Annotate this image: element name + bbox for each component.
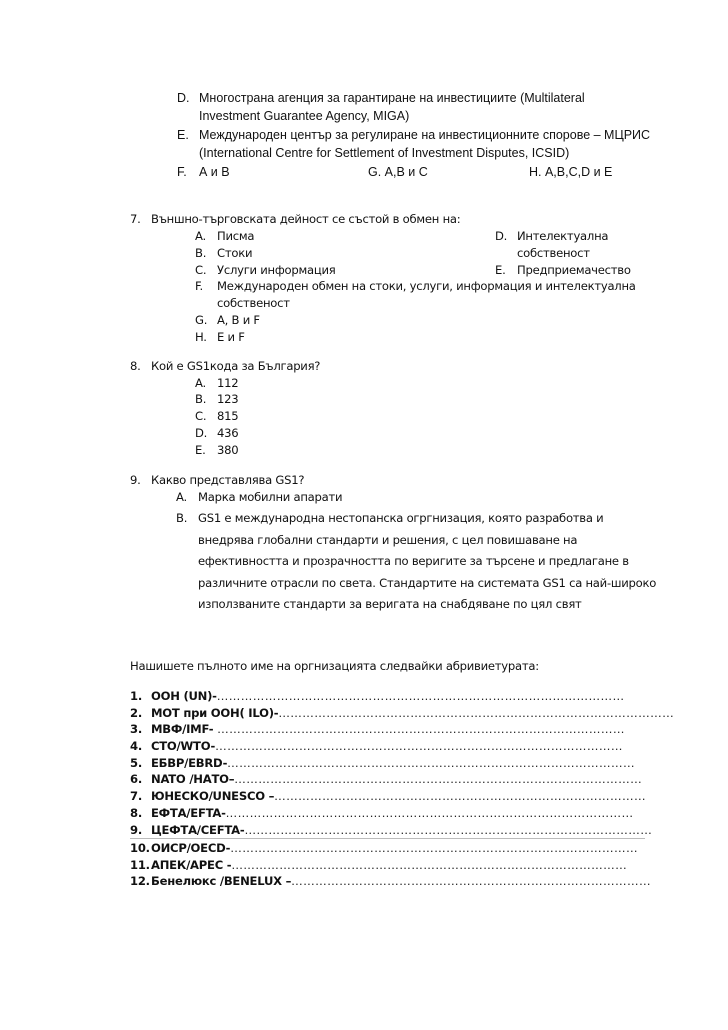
abbr-item-number: 7. (130, 789, 142, 803)
q6-option-h-text: H. А,В,С,D и Е (529, 165, 613, 179)
q8-option-a-letter: A. (195, 376, 206, 390)
q8-option-c-text: 815 (217, 409, 239, 423)
abbr-item-label (151, 691, 625, 703)
abbr-item-label (151, 758, 635, 770)
q7-option-g-letter: G. (195, 313, 208, 327)
q6-option-f-letter: F. (177, 165, 187, 179)
q9-option-b-letter: B. (176, 511, 188, 525)
q9-question: Какво представлява GS1? (151, 473, 305, 487)
abbr-item-label-text: ЮНЕСКО/UNESCO – (151, 789, 275, 803)
q8-option-b-text: 123 (217, 392, 239, 406)
abbr-item-number: 5. (130, 756, 142, 770)
abbr-item-label-text: NATO /НАТО– (151, 772, 235, 786)
q8-number: 8. (130, 359, 141, 373)
abbr-item-label-text: ЦЕФТА/CEFTA- (151, 823, 245, 837)
abbr-item-label (151, 791, 646, 803)
q8-option-e-text: 380 (217, 443, 239, 457)
abbr-item-number: 10. (130, 841, 150, 855)
abbr-item-label-text: СТО/WTO- (151, 739, 216, 753)
q6-option-e-line2: (International Centre for Settlement of Investment Disputes, ICSID) (199, 146, 570, 160)
abbr-item-number: 4. (130, 739, 142, 753)
abbr-item-label-text: ЕБВР/EBRD- (151, 756, 228, 770)
q8-option-c-letter: C. (195, 409, 207, 423)
q7-option-g-text: A, B и F (217, 313, 260, 327)
abbr-item-dots: ……………………………………………………………………………… (291, 874, 651, 888)
q6-option-d-line1: Многострана агенция за гарантиране на инвестициите (Multilateral (199, 91, 585, 105)
q7-option-h-text: E и F (217, 330, 245, 344)
abbr-item-label (151, 724, 625, 736)
abbr-item-label (151, 708, 674, 720)
abbr-item-label (151, 808, 633, 820)
abbr-item-number: 9. (130, 823, 142, 837)
q7-option-e-letter: E. (495, 263, 506, 277)
q7-option-d-text: Интелектуална (517, 229, 609, 243)
q9-option-b-line: внедрява глобални стандарти и решения, с цел повишаване на (198, 533, 578, 547)
q6-option-e-line1: Международен център за регулиране на инвестиционните спорове – МЦРИС (199, 128, 651, 142)
abbr-item-label-text: ЕФТА/EFTA- (151, 806, 226, 820)
q9-option-b-line: GS1 е международна нестопанска огргнизация, която разработва и (198, 511, 604, 525)
q7-option-f-letter: F. (195, 279, 203, 293)
q7-option-e-text: Предприемачество (517, 263, 631, 277)
q7-option-b-letter: B. (195, 246, 207, 260)
abbr-item-label-text: АПЕК/APEC - (151, 858, 232, 872)
q9-option-b-line: ефективността и прозрачността по веригите за търсене и предлагане в (198, 554, 629, 568)
q6-option-g-text: G. А,В и С (368, 165, 428, 179)
q7-option-f-text: Международен обмен на стоки, услуги, информация и интелектуална (217, 279, 636, 293)
abbr-item-dots: ………………………………………………………………………………………… (217, 722, 625, 736)
q7-option-d-text-cont: собственост (517, 246, 590, 260)
q8-option-e-letter: E. (195, 443, 206, 457)
q9-option-b-line: използваните стандарти за веригата на снабдяване по цял свят (198, 597, 582, 611)
abbr-heading: Нашишете пълното име на оргнизацията следвайки абривиетурата: (130, 659, 539, 673)
q9-option-a-text: Марка мобилни апарати (198, 490, 343, 504)
abbr-item-label-text: ООН (UN)- (151, 689, 217, 703)
abbr-item-label (151, 876, 651, 888)
abbr-item-number: 11. (130, 858, 150, 872)
abbr-item-label-text: МВФ/IMF- (151, 722, 218, 736)
q7-option-d-letter: D. (495, 229, 508, 243)
q7-number: 7. (130, 212, 141, 226)
q7-option-f-text-cont: собственост (217, 296, 290, 310)
abbr-item-number: 3. (130, 722, 142, 736)
abbr-item-dots: ………………………………………………………………………………………… (227, 756, 635, 770)
q7-option-b-text: Стоки (217, 246, 253, 260)
q7-question: Външно-търговската дейност се състой в обмен на: (151, 212, 461, 226)
abbr-item-label (151, 860, 627, 872)
abbr-item-dots: ………………………………………………………………………………… (274, 789, 646, 803)
abbr-item-dots: ……………………………………………………………………………………… (278, 706, 675, 720)
abbr-item-dots: ………………………………………………………………………………………… (230, 841, 639, 855)
q6-option-d-line2: Investment Guarantee Agency, MIGA) (199, 109, 410, 123)
q9-option-b-line: различните отрасли по света. Стандартите на системата GS1 са най-широко (198, 576, 657, 590)
q6-option-e-letter: E. (177, 128, 189, 142)
q8-option-b-letter: B. (195, 392, 207, 406)
q7-option-a-letter: A. (195, 229, 206, 243)
abbr-item-number: 12. (130, 874, 150, 888)
abbr-item-dots: ……………………………………………………………………………………… (231, 858, 628, 872)
abbr-item-dots: ………………………………………………………………………………………… (216, 689, 625, 703)
q7-option-c-text: Услуги информация (217, 263, 336, 277)
q8-option-a-text: 112 (217, 376, 239, 390)
abbr-item-number: 8. (130, 806, 142, 820)
q8-option-d-text: 436 (217, 426, 239, 440)
q8-option-d-letter: D. (195, 426, 208, 440)
divider-line (130, 838, 645, 839)
abbr-item-dots: ………………………………………………………………………………………… (215, 739, 623, 753)
q6-option-f-text: А и В (199, 165, 230, 179)
q7-option-h-letter: H. (195, 330, 207, 344)
abbr-item-number: 1. (130, 689, 142, 703)
abbr-item-label (151, 774, 642, 786)
abbr-item-label-text: МОТ при ООН( ILO)- (151, 706, 279, 720)
q8-question: Кой е GS1кода за България? (151, 359, 321, 373)
abbr-item-number: 2. (130, 706, 142, 720)
q7-option-c-letter: C. (195, 263, 207, 277)
abbr-item-dots: ………………………………………………………………………………………… (234, 772, 643, 786)
q9-number: 9. (130, 473, 141, 487)
abbr-item-label-text: ОИСР/OECD- (151, 841, 231, 855)
abbr-item-label-text: Бенелюкс /BENELUX – (151, 874, 292, 888)
q7-option-a-text: Писма (217, 229, 255, 243)
abbr-item-dots: ………………………………………………………………………………………… (244, 823, 653, 837)
abbr-item-label (151, 825, 652, 837)
abbr-item-number: 6. (130, 772, 142, 786)
abbr-item-label (151, 741, 623, 753)
abbr-item-label (151, 843, 638, 855)
q9-option-a-letter: A. (176, 490, 187, 504)
q6-option-d-letter: D. (177, 91, 190, 105)
abbr-item-dots: ………………………………………………………………………………………… (225, 806, 634, 820)
